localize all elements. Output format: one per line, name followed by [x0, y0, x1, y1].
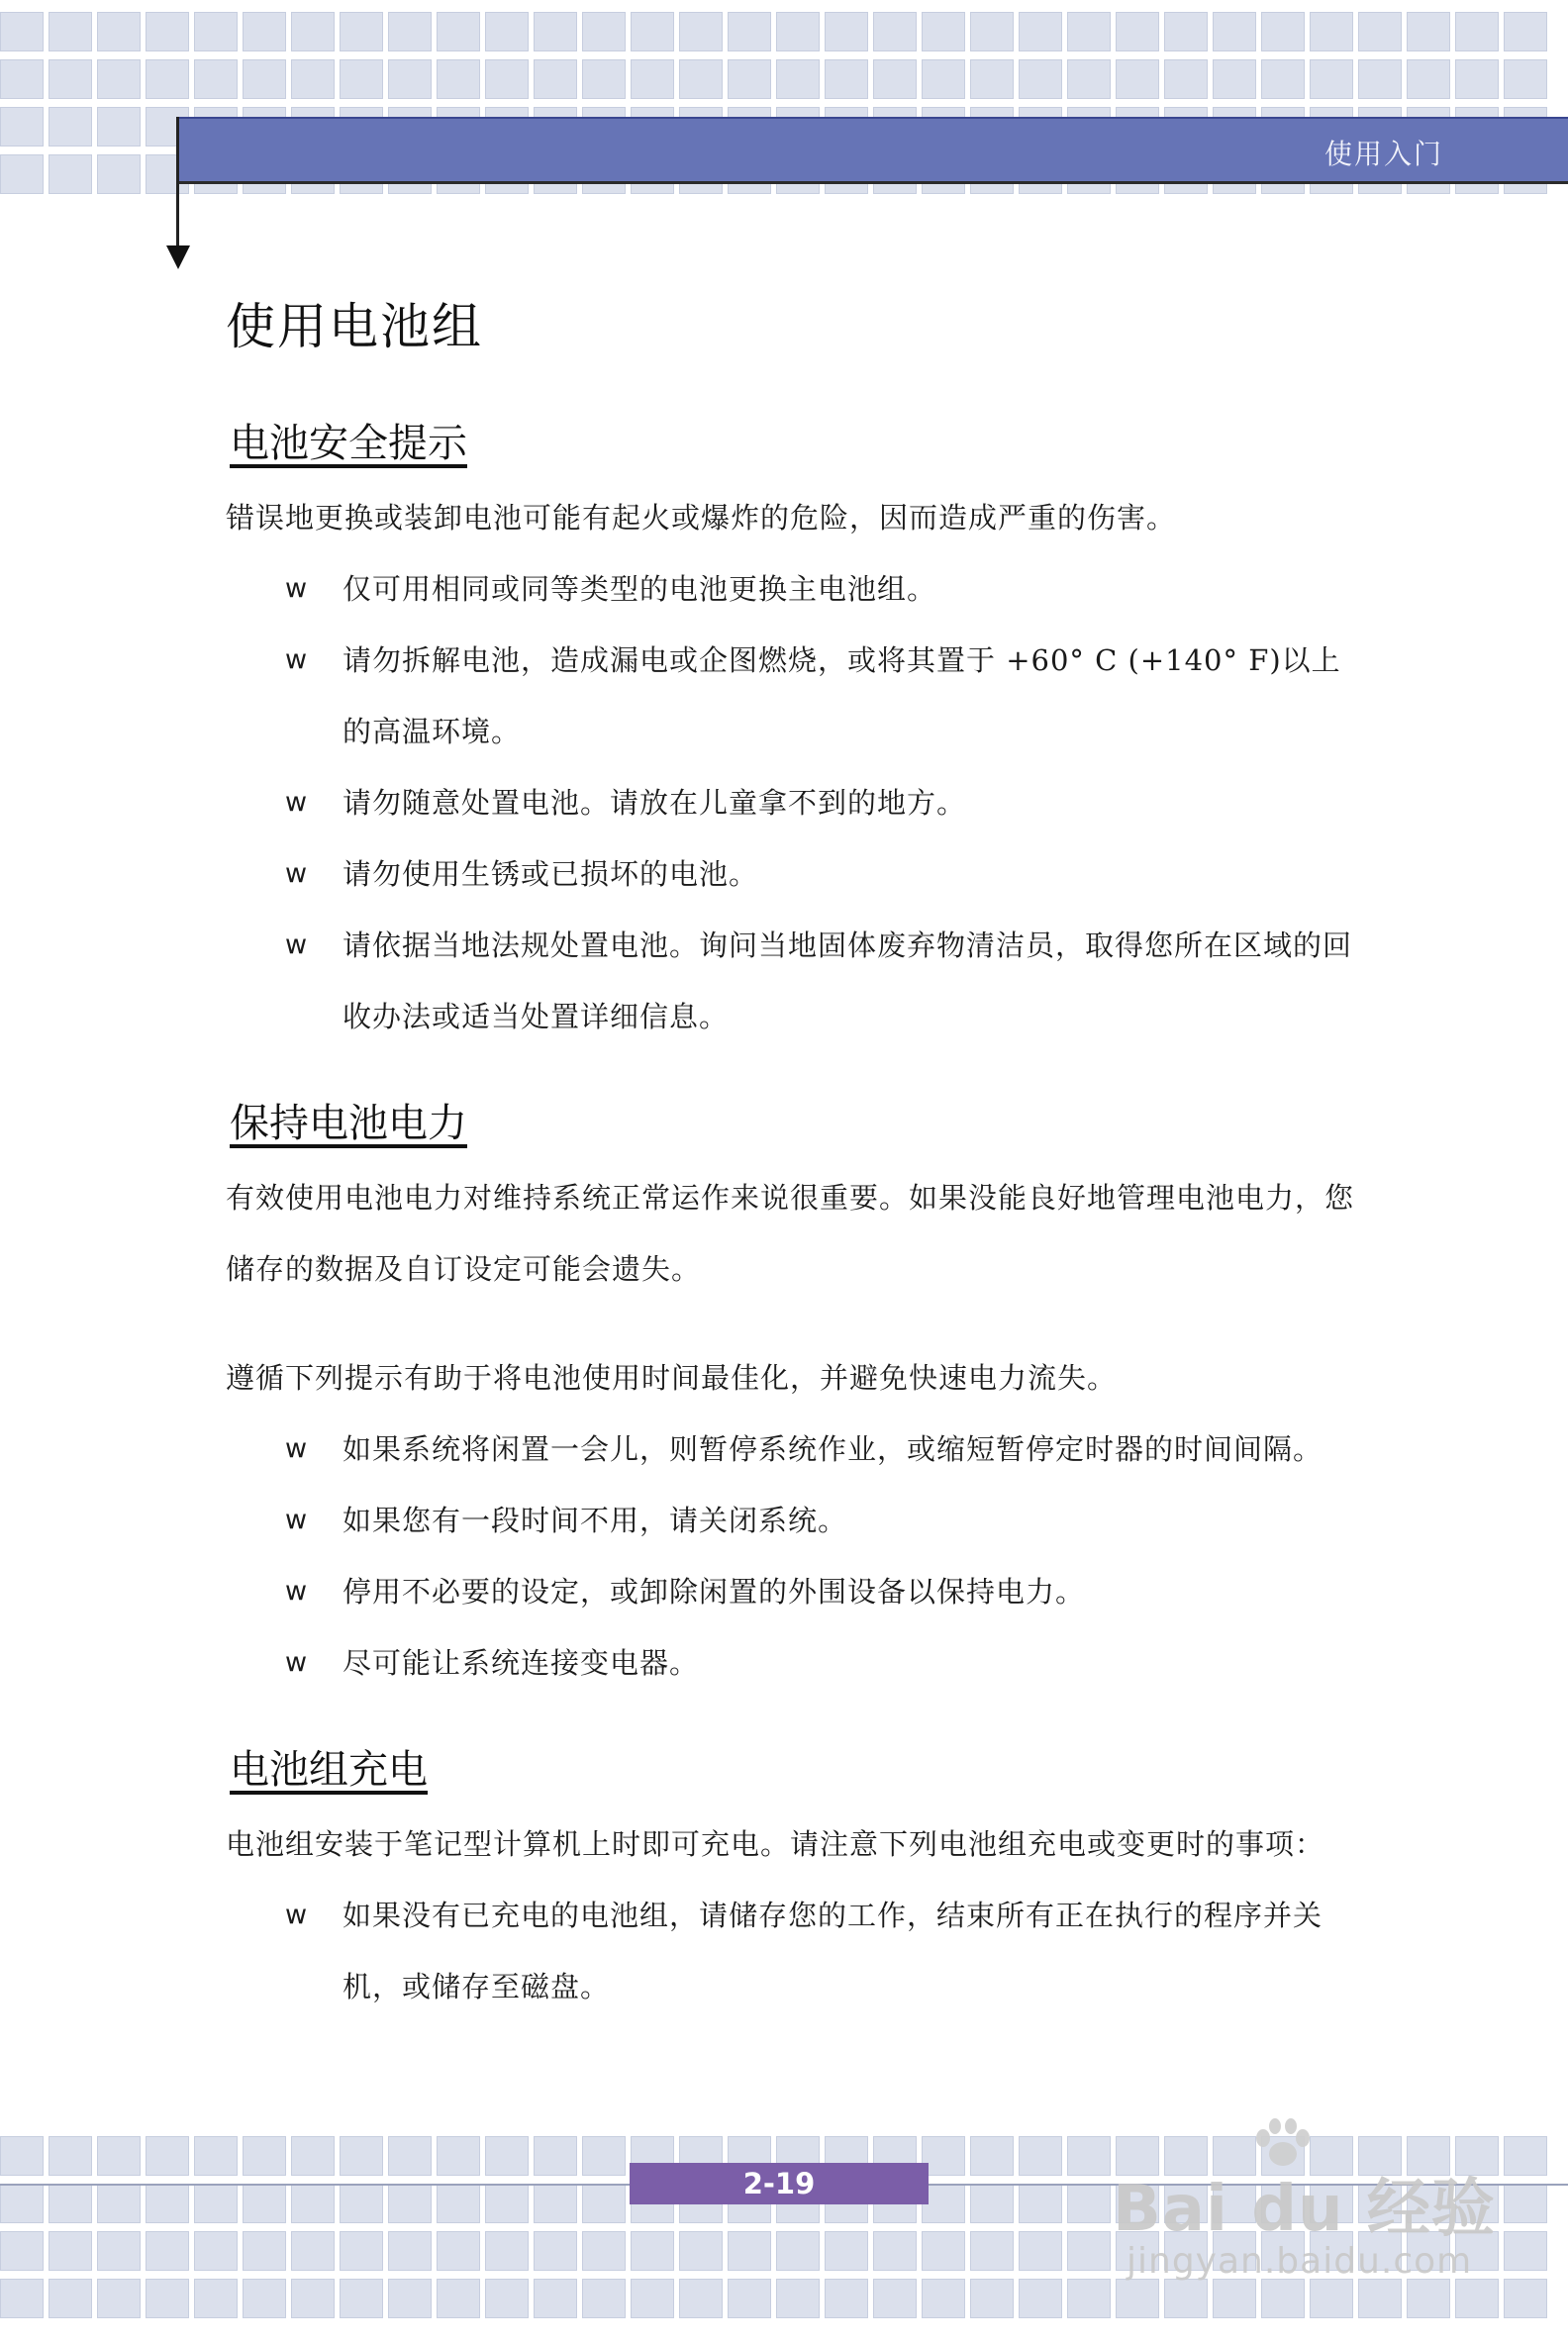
paragraph: 电池组安装于笔记型计算机上时即可充电。请注意下列电池组充电或变更时的事项： — [226, 1827, 1325, 1861]
grid-cell — [485, 12, 529, 51]
grid-cell — [825, 2231, 868, 2271]
grid-cell — [922, 2231, 965, 2271]
grid-cell — [1455, 59, 1499, 99]
grid-cell — [1019, 2231, 1062, 2271]
grid-cell — [728, 2231, 771, 2271]
grid-cell — [388, 2136, 432, 2176]
grid-cell — [243, 12, 286, 51]
watermark-url: jingyan.baidu.com — [1127, 2241, 1473, 2282]
list-item — [226, 553, 1356, 625]
grid-cell — [873, 2231, 917, 2271]
list-item-text: 停用不必要的设定，或卸除闲置的外围设备以保持电力。 — [343, 1575, 1086, 1609]
grid-cell — [437, 2279, 480, 2318]
grid-cell — [534, 2136, 577, 2176]
list-item — [226, 1556, 1356, 1627]
header-connector-line — [176, 117, 179, 245]
section-heading: 保持电池电力 — [230, 1101, 467, 1146]
list-item-text: 请依据当地法规处置电池。询问当地固体废弃物清洁员，取得您所在区域的回收办法或适当处置详细信息。 — [343, 928, 1353, 1033]
bullet-list — [226, 1414, 1356, 1699]
grid-cell — [1504, 2136, 1547, 2176]
grid-cell — [0, 2231, 44, 2271]
grid-cell — [194, 12, 238, 51]
grid-cell — [1504, 2279, 1547, 2318]
grid-cell — [1504, 59, 1547, 99]
paragraph: 错误地更换或装卸电池可能有起火或爆炸的危险，因而造成严重的伤害。 — [226, 501, 1177, 535]
grid-cell — [146, 12, 189, 51]
grid-cell — [49, 154, 92, 194]
grid-cell — [485, 2184, 529, 2223]
bullet-icon: w — [285, 858, 309, 889]
grid-cell — [146, 59, 189, 99]
grid-cell — [49, 107, 92, 146]
grid-cell — [437, 2136, 480, 2176]
grid-cell — [1067, 59, 1111, 99]
grid-cell — [922, 12, 965, 51]
grid-cell — [97, 107, 141, 146]
grid-cell — [485, 59, 529, 99]
grid-cell — [970, 12, 1014, 51]
page-title: 使用电池组 — [226, 298, 483, 355]
paragraph: 遵循下列提示有助于将电池使用时间最佳化，并避免快速电力流失。 — [226, 1361, 1118, 1395]
chapter-title: 使用入门 — [1323, 138, 1443, 170]
grid-cell — [340, 59, 383, 99]
grid-cell — [340, 2279, 383, 2318]
chapter-header-bar — [176, 117, 1568, 184]
grid-cell — [49, 12, 92, 51]
grid-cell — [146, 2279, 189, 2318]
grid-cell — [970, 2279, 1014, 2318]
grid-cell — [388, 2231, 432, 2271]
grid-cell — [340, 2136, 383, 2176]
grid-cell — [679, 2279, 723, 2318]
grid-cell — [1019, 12, 1062, 51]
grid-cell — [0, 59, 44, 99]
grid-cell — [534, 2279, 577, 2318]
list-item-text: 如果系统将闲置一会儿，则暂停系统作业，或缩短暂停定时器的时间间隔。 — [343, 1432, 1323, 1466]
grid-cell — [0, 154, 44, 194]
grid-cell — [97, 2231, 141, 2271]
grid-cell — [970, 59, 1014, 99]
grid-cell — [825, 59, 868, 99]
grid-cell — [873, 12, 917, 51]
list-item — [226, 910, 1356, 1052]
grid-cell — [582, 2279, 626, 2318]
grid-cell — [776, 59, 820, 99]
grid-cell — [1067, 2231, 1111, 2271]
grid-cell — [825, 12, 868, 51]
list-item-text: 如果没有已充电的电池组，请储存您的工作，结束所有正在执行的程序并关机，或储存至磁盘。 — [343, 1899, 1323, 2003]
grid-cell — [1358, 59, 1402, 99]
page-content — [226, 287, 1356, 2022]
list-item-text: 尽可能让系统连接变电器。 — [343, 1646, 700, 1680]
bullet-icon: w — [285, 1900, 309, 1930]
grid-cell — [146, 2184, 189, 2223]
grid-cell — [776, 2231, 820, 2271]
grid-cell — [1067, 2279, 1111, 2318]
grid-cell — [873, 59, 917, 99]
list-item — [226, 1485, 1356, 1556]
grid-cell — [437, 12, 480, 51]
grid-cell — [679, 59, 723, 99]
grid-cell — [873, 2279, 917, 2318]
grid-cell — [49, 2231, 92, 2271]
bullet-list — [226, 1880, 1356, 2022]
list-item-text: 请勿拆解电池，造成漏电或企图燃烧，或将其置于 +60° C (+140° F)以上的高温环境。 — [343, 643, 1341, 748]
grid-cell — [388, 2279, 432, 2318]
grid-cell — [146, 2136, 189, 2176]
grid-cell — [679, 12, 723, 51]
down-arrow-icon — [166, 245, 190, 269]
grid-cell — [1407, 12, 1450, 51]
grid-cell — [1067, 2184, 1111, 2223]
grid-cell — [49, 59, 92, 99]
grid-cell — [291, 2279, 335, 2318]
grid-cell — [1213, 12, 1256, 51]
grid-cell — [97, 154, 141, 194]
list-item-text: 请勿使用生锈或已损坏的电池。 — [343, 857, 759, 891]
grid-cell — [388, 12, 432, 51]
section-heading: 电池组充电 — [230, 1747, 428, 1793]
page-number-badge: 2-19 — [630, 2163, 929, 2204]
grid-cell — [243, 59, 286, 99]
grid-cell — [582, 2184, 626, 2223]
grid-cell — [194, 2136, 238, 2176]
list-item — [226, 1880, 1356, 2022]
grid-cell — [291, 2136, 335, 2176]
grid-cell — [243, 2231, 286, 2271]
grid-cell — [97, 2184, 141, 2223]
grid-cell — [49, 2184, 92, 2223]
bullet-icon: w — [285, 787, 309, 818]
grid-cell — [534, 2184, 577, 2223]
bullet-icon: w — [285, 1433, 309, 1464]
list-item — [226, 1627, 1356, 1699]
grid-cell — [582, 2136, 626, 2176]
grid-cell — [194, 2279, 238, 2318]
grid-cell — [534, 59, 577, 99]
grid-cell — [49, 2279, 92, 2318]
list-item-text: 请勿随意处置电池。请放在儿童拿不到的地方。 — [343, 786, 967, 820]
grid-cell — [1504, 2184, 1547, 2223]
grid-cell — [1164, 12, 1208, 51]
bullet-icon: w — [285, 644, 309, 675]
grid-cell — [1019, 2279, 1062, 2318]
list-item-text: 如果您有一段时间不用，请关闭系统。 — [343, 1504, 848, 1537]
grid-cell — [631, 59, 674, 99]
grid-cell — [340, 2184, 383, 2223]
grid-cell — [194, 2231, 238, 2271]
grid-cell — [1019, 2184, 1062, 2223]
grid-cell — [194, 59, 238, 99]
grid-cell — [291, 2231, 335, 2271]
grid-cell — [534, 2231, 577, 2271]
grid-cell — [679, 2231, 723, 2271]
grid-cell — [1019, 59, 1062, 99]
grid-cell — [631, 2231, 674, 2271]
list-item — [226, 1414, 1356, 1485]
grid-cell — [1164, 59, 1208, 99]
grid-cell — [534, 12, 577, 51]
watermark — [1113, 2118, 1501, 2287]
grid-cell — [1455, 12, 1499, 51]
grid-cell — [1358, 12, 1402, 51]
grid-cell — [1019, 2136, 1062, 2176]
grid-cell — [243, 2279, 286, 2318]
grid-cell — [970, 2184, 1014, 2223]
grid-cell — [97, 12, 141, 51]
grid-cell — [1310, 12, 1353, 51]
grid-cell — [728, 12, 771, 51]
grid-cell — [728, 59, 771, 99]
grid-cell — [97, 2279, 141, 2318]
grid-cell — [582, 12, 626, 51]
grid-cell — [1310, 59, 1353, 99]
grid-cell — [1407, 59, 1450, 99]
section-maintain-power — [226, 1092, 1356, 1699]
grid-cell — [243, 2136, 286, 2176]
grid-cell — [388, 2184, 432, 2223]
grid-cell — [437, 2231, 480, 2271]
grid-cell — [485, 2136, 529, 2176]
grid-cell — [776, 12, 820, 51]
grid-cell — [0, 12, 44, 51]
grid-cell — [1261, 59, 1305, 99]
grid-cell — [291, 12, 335, 51]
grid-cell — [291, 59, 335, 99]
grid-cell — [388, 59, 432, 99]
grid-cell — [1116, 12, 1159, 51]
grid-cell — [0, 107, 44, 146]
grid-cell — [1067, 2136, 1111, 2176]
grid-cell — [582, 59, 626, 99]
bullet-icon: w — [285, 1576, 309, 1607]
list-item — [226, 838, 1356, 910]
grid-cell — [97, 59, 141, 99]
grid-cell — [1116, 59, 1159, 99]
grid-cell — [49, 2136, 92, 2176]
grid-cell — [485, 2279, 529, 2318]
grid-cell — [631, 12, 674, 51]
grid-cell — [825, 2279, 868, 2318]
grid-cell — [194, 2184, 238, 2223]
grid-cell — [291, 2184, 335, 2223]
section-heading: 电池安全提示 — [230, 421, 467, 466]
grid-cell — [1504, 2231, 1547, 2271]
grid-cell — [243, 2184, 286, 2223]
grid-cell — [340, 12, 383, 51]
paragraph: 有效使用电池电力对维持系统正常运作来说很重要。如果没能良好地管理电池电力，您储存的数据及自订设定可能会遗失。 — [226, 1181, 1355, 1286]
grid-cell — [0, 2279, 44, 2318]
grid-cell — [340, 2231, 383, 2271]
grid-cell — [97, 2136, 141, 2176]
grid-cell — [922, 2279, 965, 2318]
bullet-icon: w — [285, 1505, 309, 1535]
grid-cell — [146, 2231, 189, 2271]
bullet-list — [226, 553, 1356, 1052]
grid-cell — [0, 2136, 44, 2176]
grid-cell — [1261, 12, 1305, 51]
grid-cell — [485, 2231, 529, 2271]
bullet-icon: w — [285, 573, 309, 604]
bullet-icon: w — [285, 929, 309, 960]
grid-cell — [776, 2279, 820, 2318]
watermark-brand: Bai du 经验 — [1113, 2173, 1496, 2246]
list-item — [226, 625, 1356, 767]
grid-cell — [728, 2279, 771, 2318]
grid-cell — [0, 2184, 44, 2223]
bullet-icon: w — [285, 1647, 309, 1678]
grid-cell — [582, 2231, 626, 2271]
grid-cell — [922, 59, 965, 99]
list-item — [226, 767, 1356, 838]
grid-cell — [1504, 12, 1547, 51]
grid-cell — [970, 2231, 1014, 2271]
grid-cell — [631, 2279, 674, 2318]
grid-cell — [1067, 12, 1111, 51]
grid-cell — [437, 59, 480, 99]
grid-cell — [437, 2184, 480, 2223]
section-battery-safety — [226, 412, 1356, 1052]
section-charging — [226, 1738, 1356, 2022]
grid-cell — [1213, 59, 1256, 99]
list-item-text: 仅可用相同或同等类型的电池更换主电池组。 — [343, 572, 937, 606]
grid-cell — [970, 2136, 1014, 2176]
